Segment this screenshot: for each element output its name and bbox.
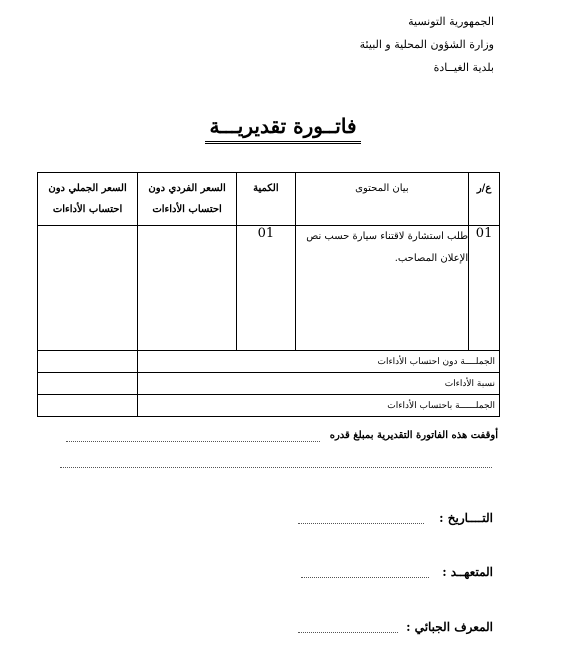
tax-rate-row <box>38 373 500 395</box>
subtotal-label: الجملــــة دون احتساب الأداءات <box>138 351 500 373</box>
row-number: 01 <box>469 226 500 351</box>
amount-dotted-line-1 <box>66 441 320 442</box>
header-quantity: الكمية <box>237 173 296 226</box>
header-total-price: السعر الجملي دون احتساب الأداءات <box>38 173 138 226</box>
tax-rate-label: نسبة الأداءات <box>138 373 500 395</box>
tax-rate-value <box>38 373 138 395</box>
ministry-name: وزارة الشؤون المحلية و البيئة <box>359 38 494 51</box>
header-description: بيان المحتوى <box>295 173 469 226</box>
total-label: الجملــــــة باحتساب الأداءات <box>138 395 500 417</box>
header-unit-price: السعر الفردي دون احتساب الأداءات <box>138 173 237 226</box>
document-header <box>360 10 494 79</box>
commitment-dotted-line <box>301 577 429 578</box>
republic-name: الجمهورية التونسية <box>408 15 494 28</box>
table-row <box>38 226 500 351</box>
row-unit-price <box>138 226 237 351</box>
municipality-name: بلدية الغيــادة <box>433 61 494 74</box>
invoice-table <box>37 172 500 417</box>
total-row <box>38 395 500 417</box>
total-value <box>38 395 138 417</box>
date-label: التــــاريخ : <box>439 511 493 525</box>
commitment-label: المتعهــد : <box>442 565 493 579</box>
table-header-row <box>38 173 500 226</box>
date-dotted-line <box>298 523 424 524</box>
amount-sentence: أوقفت هذه الفاتورة التقديرية بمبلغ قدره <box>329 430 498 441</box>
subtotal-row <box>38 351 500 373</box>
tax-id-label: المعرف الجبائي : <box>406 620 493 634</box>
amount-dotted-line-2 <box>60 467 492 468</box>
subtotal-value <box>38 351 138 373</box>
row-description: طلب استشارة لاقتناء سيارة حسب نص الإعلان المصاحب. <box>295 226 469 351</box>
tax-id-dotted-line <box>298 632 398 633</box>
document-title: فاتــورة تقديريـــة <box>205 113 360 144</box>
document-title-wrap <box>0 113 566 144</box>
header-number: ع/ر <box>469 173 500 226</box>
row-quantity: 01 <box>237 226 296 351</box>
row-total-price <box>38 226 138 351</box>
